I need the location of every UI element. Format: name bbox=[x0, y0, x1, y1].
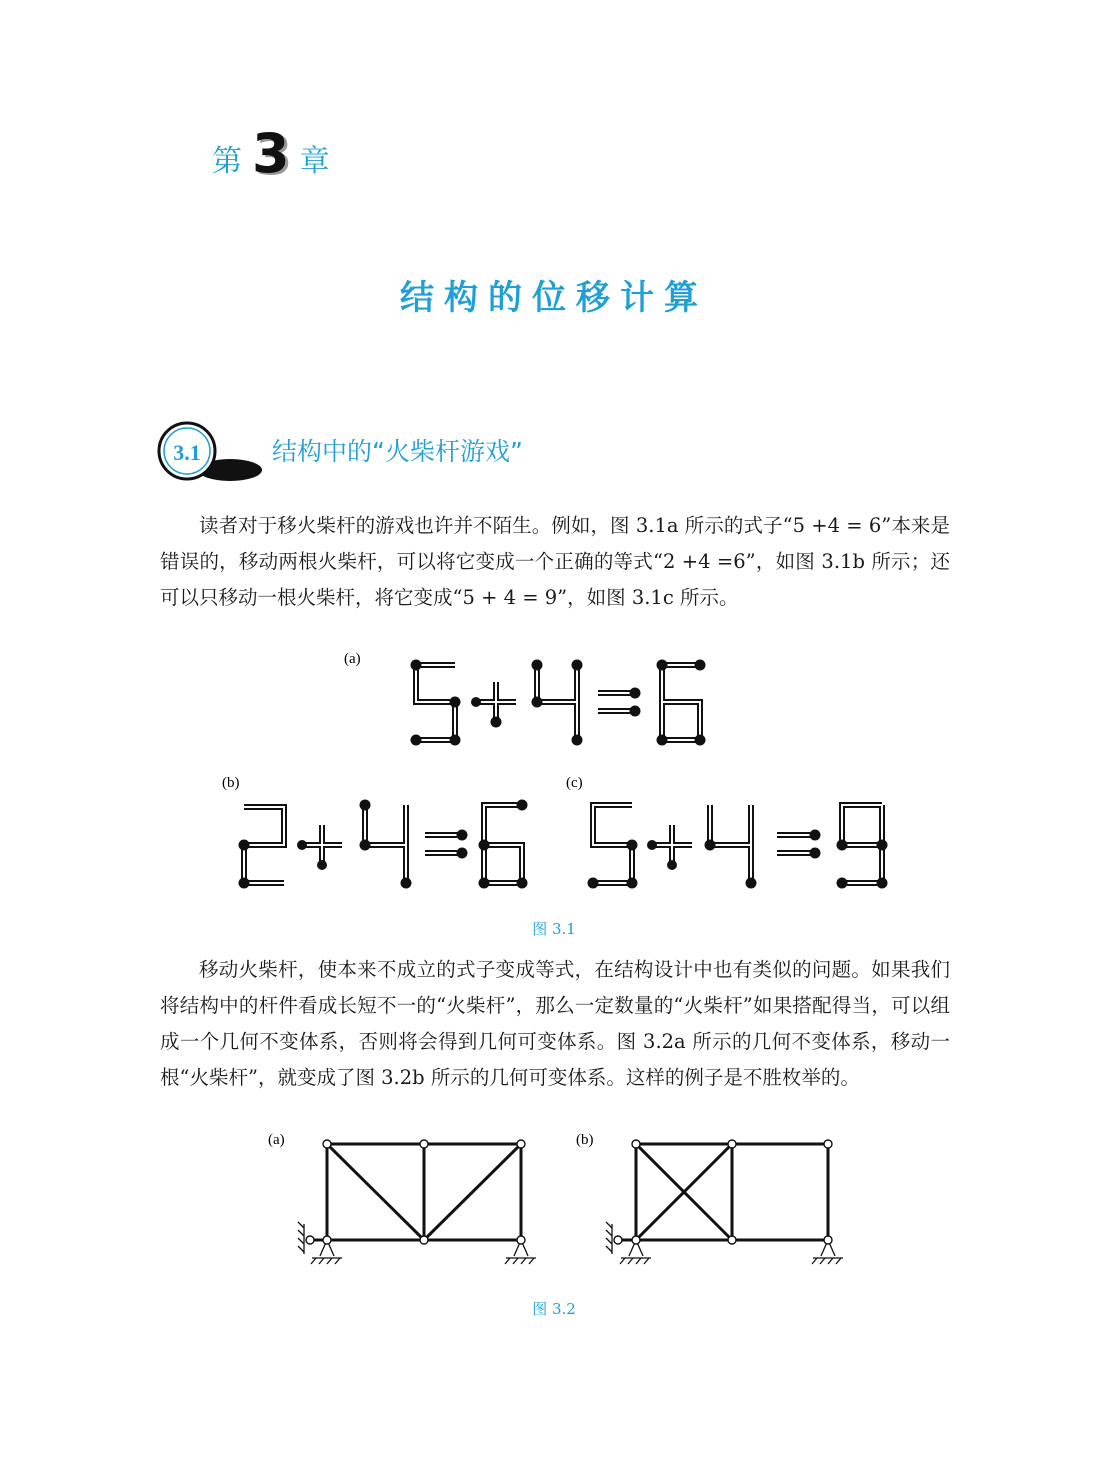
figure-3-2b-label: (b) bbox=[576, 1132, 594, 1148]
chapter-title: 结构的位移计算 bbox=[400, 278, 708, 318]
section-badge bbox=[150, 420, 265, 490]
figure-3-1-caption: 图 3.1 bbox=[532, 920, 576, 938]
chapter-number: 3 bbox=[252, 122, 290, 185]
section-title: 结构中的“火柴杆游戏” bbox=[272, 437, 523, 466]
chapter-suffix: 章 bbox=[299, 144, 330, 179]
chapter-prefix: 第 bbox=[212, 144, 242, 179]
chapter-heading bbox=[212, 122, 330, 188]
figure-3-2 bbox=[260, 1128, 860, 1278]
figure-3-1 bbox=[200, 645, 920, 895]
section-number: 3.1 bbox=[173, 440, 201, 465]
figure-3-1c-label: (c) bbox=[566, 775, 583, 791]
paragraph-1: 读者对于移火柴杆的游戏也许并不陌生。例如，图 3.1a 所示的式子“5 +4 = 6”本来是错误的，移动两根火柴杆，可以将它变成一个正确的等式“2 +4 =6”，如图 3.1b 所示；还可以只移动一根火柴杆，将它变成“5 + 4 = 9”，如图 3.1c 所示。 bbox=[160, 514, 950, 609]
figure-3-1a-label: (a) bbox=[344, 651, 361, 667]
figure-3-1b-label: (b) bbox=[222, 775, 240, 791]
figure-3-2a-label: (a) bbox=[268, 1132, 285, 1148]
paragraph-2: 移动火柴杆，使本来不成立的式子变成等式，在结构设计中也有类似的问题。如果我们将结构中的杆件看成长短不一的“火柴杆”，那么一定数量的“火柴杆”如果搭配得当，可以组成一个几何不变体系，否则将会得到几何可变体系。图 3.2a 所示的几何不变体系，移动一根“火柴杆”，就变成了图 3.2b 所示的几何可变体系。这样的例子是不胜枚举的。 bbox=[160, 958, 950, 1089]
figure-3-2-caption: 图 3.2 bbox=[532, 1300, 576, 1318]
